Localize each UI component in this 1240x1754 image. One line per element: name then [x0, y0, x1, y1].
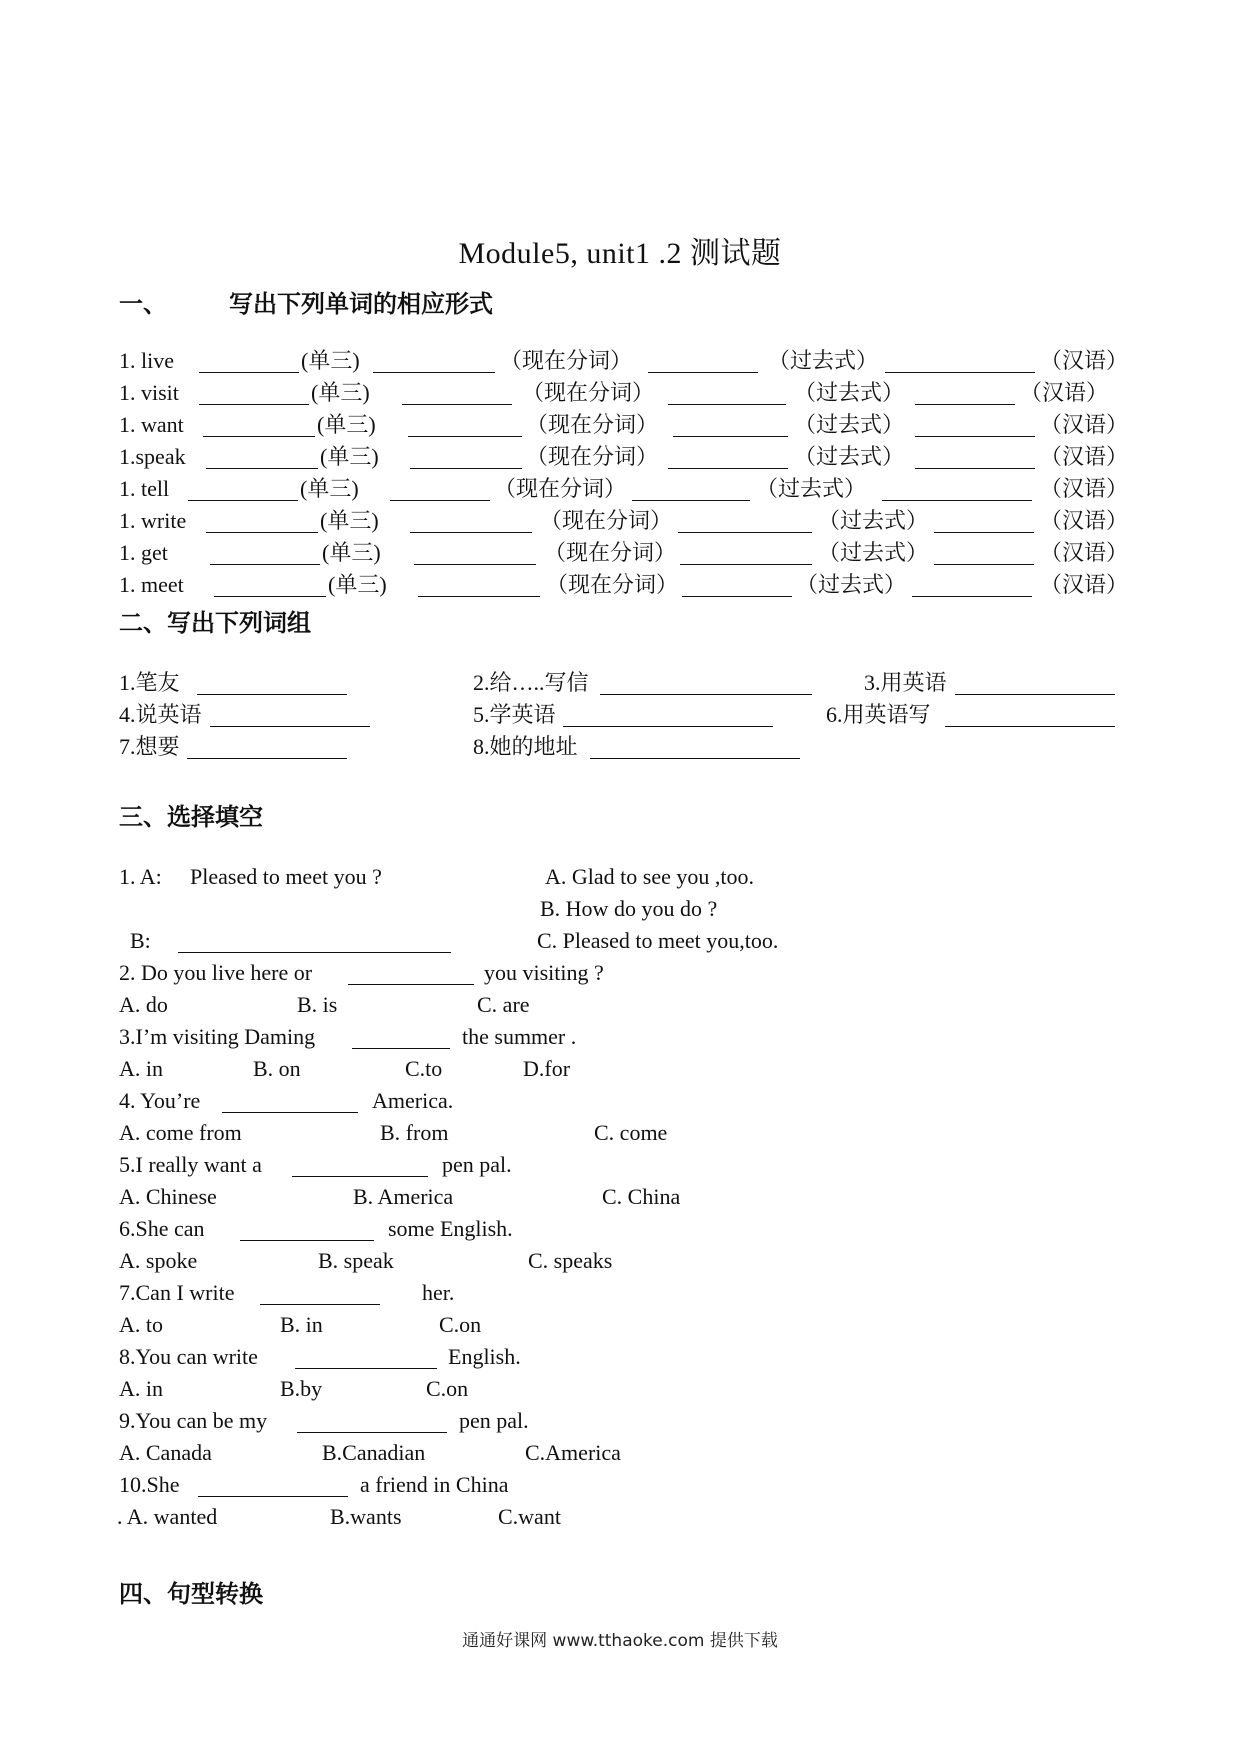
form-tag: （现在分词）	[500, 348, 633, 373]
form-tag: （过去式）	[794, 412, 905, 437]
answer-blank[interactable]	[682, 574, 792, 597]
answer-blank[interactable]	[197, 672, 347, 695]
answer-blank[interactable]	[297, 1410, 447, 1433]
answer-blank[interactable]	[934, 542, 1034, 565]
section1-heading-number: 一、	[119, 290, 167, 318]
answer-blank[interactable]	[240, 1218, 374, 1241]
choice-option[interactable]: B.by	[280, 1376, 323, 1401]
form-tag: （现在分词）	[526, 444, 659, 469]
word-label: 1. meet	[119, 572, 184, 597]
answer-blank[interactable]	[188, 478, 298, 501]
form-tag: （现在分词）	[540, 508, 673, 533]
answer-blank[interactable]	[408, 414, 522, 437]
answer-blank[interactable]	[199, 382, 309, 405]
answer-blank[interactable]	[178, 930, 451, 953]
answer-blank[interactable]	[260, 1282, 380, 1305]
answer-blank[interactable]	[348, 962, 474, 985]
choice-option[interactable]: C.to	[405, 1056, 443, 1081]
choice-option[interactable]: C.on	[426, 1376, 469, 1401]
phrase-prompt: 7.想要	[119, 734, 180, 759]
answer-blank[interactable]	[210, 704, 370, 727]
question-stem-end: America.	[372, 1088, 454, 1113]
choice-option[interactable]: C.on	[439, 1312, 482, 1337]
answer-blank[interactable]	[203, 414, 315, 437]
form-tag: (单三)	[311, 380, 370, 405]
question-stem: 5.I really want a	[119, 1152, 262, 1177]
word-label: 1. get	[119, 540, 168, 565]
answer-blank[interactable]	[352, 1026, 450, 1049]
question-stem: 6.She can	[119, 1216, 205, 1241]
word-label: 1.speak	[119, 444, 186, 469]
word-row	[119, 410, 184, 440]
answer-blank[interactable]	[292, 1154, 428, 1177]
choice-option[interactable]: C. China	[602, 1184, 681, 1209]
word-label: 1. visit	[119, 380, 179, 405]
word-row	[119, 538, 168, 568]
form-tag: （现在分词）	[494, 476, 627, 501]
answer-blank[interactable]	[648, 350, 758, 373]
answer-blank[interactable]	[882, 478, 1032, 501]
choice-option[interactable]: C. speaks	[528, 1248, 613, 1273]
choice-option[interactable]: B. on	[253, 1056, 301, 1081]
choice-option[interactable]: C.America	[525, 1440, 621, 1465]
choice-option[interactable]: A. in	[119, 1376, 163, 1401]
question-stem-end: pen pal.	[459, 1408, 529, 1433]
question-stem-end: a friend in China	[360, 1472, 509, 1497]
choice-option[interactable]: B. in	[280, 1312, 323, 1337]
answer-blank[interactable]	[885, 350, 1035, 373]
section4-heading: 四、句型转换	[119, 1580, 263, 1608]
form-tag: （过去式）	[796, 572, 907, 597]
answer-blank[interactable]	[678, 510, 812, 533]
choice-option[interactable]: . A. wanted	[117, 1504, 218, 1529]
answer-blank[interactable]	[198, 1474, 348, 1497]
choice-option[interactable]: A. in	[119, 1056, 163, 1081]
section3-heading: 三、选择填空	[119, 803, 263, 831]
answer-blank[interactable]	[673, 414, 788, 437]
choice-option[interactable]: B.Canadian	[322, 1440, 426, 1465]
answer-blank[interactable]	[680, 542, 812, 565]
answer-blank[interactable]	[955, 672, 1115, 695]
form-tag: (单三)	[317, 412, 376, 437]
q1-a-label: 1. A:	[119, 864, 162, 889]
answer-blank[interactable]	[214, 574, 326, 597]
choice-option[interactable]: D.for	[523, 1056, 571, 1081]
form-tag: （过去式）	[756, 476, 867, 501]
word-label: 1. want	[119, 412, 184, 437]
question-stem-end: you visiting ?	[484, 960, 604, 985]
answer-blank[interactable]	[668, 382, 786, 405]
word-row	[119, 506, 186, 536]
answer-blank[interactable]	[390, 478, 490, 501]
choice-option[interactable]: C. come	[594, 1120, 668, 1145]
form-tag: （过去式）	[768, 348, 879, 373]
word-row	[119, 570, 184, 600]
answer-blank[interactable]	[418, 574, 540, 597]
phrase-prompt: 5.学英语	[473, 702, 556, 727]
word-row	[119, 346, 174, 376]
question-stem-end: her.	[422, 1280, 455, 1305]
phrase-prompt: 8.她的地址	[473, 734, 578, 759]
section2-heading: 二、写出下列词组	[119, 609, 311, 637]
section1-heading	[119, 284, 493, 319]
word-label: 1. tell	[119, 476, 170, 501]
question-stem-end: pen pal.	[442, 1152, 512, 1177]
choice-option[interactable]: A. Canada	[119, 1440, 212, 1465]
question-stem: 3.I’m visiting Daming	[119, 1024, 316, 1049]
form-tag: （汉语）	[1040, 572, 1129, 597]
answer-blank[interactable]	[590, 736, 800, 759]
answer-blank[interactable]	[915, 446, 1035, 469]
choice-option[interactable]: A. spoke	[119, 1248, 198, 1273]
q1-option-a[interactable]: A. Glad to see you ,too.	[545, 864, 754, 889]
answer-blank[interactable]	[945, 704, 1115, 727]
answer-blank[interactable]	[600, 672, 812, 695]
q1-b-label: B:	[130, 928, 151, 953]
section1-heading-text: 写出下列单词的相应形式	[229, 290, 493, 318]
form-tag: （汉语）	[1040, 348, 1129, 373]
form-tag: （过去式）	[818, 540, 929, 565]
answer-blank[interactable]	[206, 510, 318, 533]
form-tag: (单三)	[322, 540, 381, 565]
choice-option[interactable]: A. Chinese	[119, 1184, 217, 1209]
choice-option[interactable]: B. speak	[318, 1248, 394, 1273]
form-tag: (单三)	[320, 508, 379, 533]
form-tag: (单三)	[300, 476, 359, 501]
question-stem-end: English.	[448, 1344, 521, 1369]
answer-blank[interactable]	[295, 1346, 437, 1369]
form-tag: （过去式）	[794, 444, 905, 469]
choice-option[interactable]: C. are	[477, 992, 530, 1017]
question-stem-end: some English.	[388, 1216, 513, 1241]
phrase-prompt: 2.给…..写信	[473, 670, 589, 695]
choice-option[interactable]: A. come from	[119, 1120, 242, 1145]
form-tag: （汉语）	[1040, 444, 1129, 469]
word-label: 1. live	[119, 348, 174, 373]
answer-blank[interactable]	[410, 510, 532, 533]
answer-blank[interactable]	[934, 510, 1034, 533]
question-stem: 4. You’re	[119, 1088, 201, 1113]
form-tag: (单三)	[320, 444, 379, 469]
form-tag: （汉语）	[1020, 380, 1109, 405]
question-stem-end: the summer .	[462, 1024, 577, 1049]
question-stem: 7.Can I write	[119, 1280, 235, 1305]
phrase-prompt: 1.笔友	[119, 670, 180, 695]
form-tag: （汉语）	[1040, 540, 1129, 565]
word-row	[119, 378, 179, 408]
choice-option[interactable]: A. to	[119, 1312, 163, 1337]
question-stem: 9.You can be my	[119, 1408, 268, 1433]
answer-blank[interactable]	[915, 382, 1015, 405]
answer-blank[interactable]	[915, 414, 1035, 437]
phrase-prompt: 3.用英语	[864, 670, 947, 695]
word-row	[119, 474, 169, 504]
choice-option[interactable]: C.want	[498, 1504, 561, 1529]
form-tag: （汉语）	[1040, 412, 1129, 437]
answer-blank[interactable]	[410, 446, 522, 469]
answer-blank[interactable]	[206, 446, 318, 469]
form-tag: （过去式）	[794, 380, 905, 405]
page-title: Module5, unit1 .2 测试题	[458, 237, 782, 270]
q1-option-c[interactable]: C. Pleased to meet you,too.	[537, 928, 779, 953]
form-tag: （现在分词）	[526, 412, 659, 437]
answer-blank[interactable]	[414, 542, 536, 565]
choice-option[interactable]: B. is	[297, 992, 338, 1017]
form-tag: （现在分词）	[522, 380, 655, 405]
page-footer: 通通好课网 www.tthaoke.com 提供下载	[462, 1631, 778, 1651]
word-label: 1. write	[119, 508, 187, 533]
question-stem: 8.You can write	[119, 1344, 258, 1369]
word-row	[119, 442, 186, 472]
form-tag: （汉语）	[1040, 476, 1129, 501]
question-stem: 10.She	[119, 1472, 180, 1497]
answer-blank[interactable]	[187, 736, 347, 759]
q1-a-text: Pleased to meet you ?	[190, 864, 382, 889]
question-stem: 2. Do you live here or	[119, 960, 313, 985]
answer-blank[interactable]	[912, 574, 1032, 597]
answer-blank[interactable]	[199, 350, 299, 373]
form-tag: （现在分词）	[544, 540, 677, 565]
form-tag: （汉语）	[1040, 508, 1129, 533]
phrase-prompt: 4.说英语	[119, 702, 202, 727]
answer-blank[interactable]	[210, 542, 320, 565]
answer-blank[interactable]	[632, 478, 750, 501]
form-tag: （现在分词）	[546, 572, 679, 597]
form-tag: (单三)	[301, 348, 360, 373]
phrase-prompt: 6.用英语写	[826, 702, 931, 727]
choice-option[interactable]: B.wants	[330, 1504, 402, 1529]
form-tag: （过去式）	[818, 508, 929, 533]
choice-option[interactable]: B. from	[380, 1120, 449, 1145]
answer-blank[interactable]	[668, 446, 788, 469]
choice-option[interactable]: A. do	[119, 992, 168, 1017]
choice-option[interactable]: B. America	[353, 1184, 454, 1209]
answer-blank[interactable]	[563, 704, 773, 727]
q1-option-b[interactable]: B. How do you do ?	[540, 896, 718, 921]
answer-blank[interactable]	[373, 350, 495, 373]
answer-blank[interactable]	[222, 1090, 358, 1113]
answer-blank[interactable]	[402, 382, 512, 405]
form-tag: (单三)	[328, 572, 387, 597]
